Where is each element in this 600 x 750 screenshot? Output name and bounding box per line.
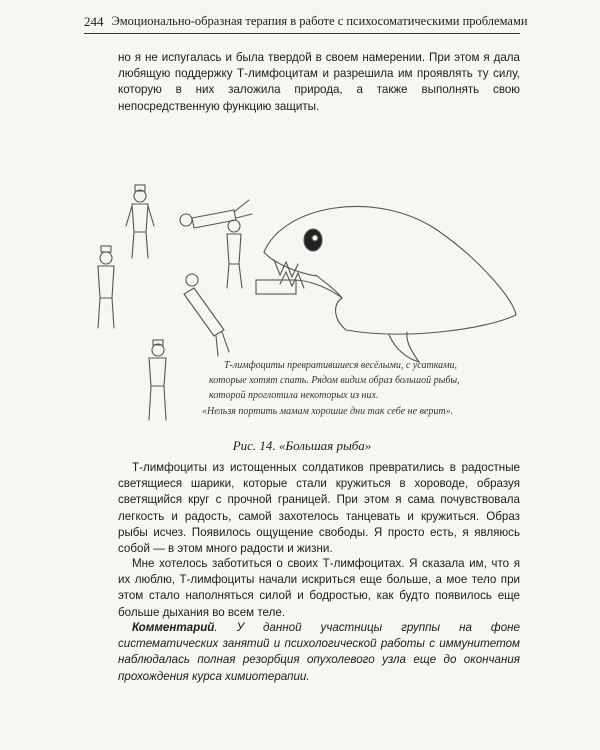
comment-text: . У данной участницы группы на фоне систематических занятий и психологической работы с иммунитетом наблюдалась полная резорбция опухолевого узла еще до окончания прохождения курса химиотерапии. — [118, 621, 520, 683]
handwriting-line-2: которые хотят спать. Рядом видим образ большой рыбы, — [209, 375, 460, 386]
figure-caption: Рис. 14. «Большая рыба» — [232, 438, 372, 453]
running-title: Эмоционально-образная терапия в работе с психосоматическими проблемами — [111, 14, 528, 28]
paragraph-care: Мне хотелось заботиться о своих Т-лимфоцитах. Я сказала им, что я их люблю, Т-лимфоциты начали искриться еще больше, а мое тело при этом стало наполняться силой и бодростью, как будто появилось еще больше дыхания во всем теле. — [118, 557, 520, 619]
handwriting-line-4: «Нельзя портить мамам хорошие дни так себе не верит». — [202, 406, 454, 417]
page-number: 244 — [84, 14, 104, 29]
paragraph-intro: но я не испугалась и была твердой в своем намерении. При этом я дала любящую поддержку Т-лимфоцитам и разрешила им проявлять ту силу, которую в них заложила природа, а также выполнять свою непосредственную функцию защиты. — [118, 51, 520, 113]
fish-sketch — [264, 206, 516, 362]
running-header — [84, 14, 528, 34]
comment-label: Комментарий — [132, 621, 215, 634]
handwriting-note — [202, 360, 460, 417]
paragraph-transformation: Т-лимфоциты из истощенных солдатиков превратились в радостные светящиеся шарики, которые стали кружиться в хороводе, образуя светящийся круг с прочной границей. При этом я сама почувствовала легкость и радость, самой захотелось танцевать и кружиться. Образ рыбы исчез. Появилось ощущение свободы. Я просто есть, я являюсь собой — в этом много радости и жизни. — [118, 461, 520, 556]
comment-paragraph — [118, 620, 520, 685]
handwriting-line-1: Т-лимфоциты превратившиеся весёлыми, с усатками, — [224, 360, 458, 371]
handwriting-line-3: которой проглотила некоторых из них. — [209, 390, 379, 401]
big-fish-drawing — [84, 180, 524, 430]
